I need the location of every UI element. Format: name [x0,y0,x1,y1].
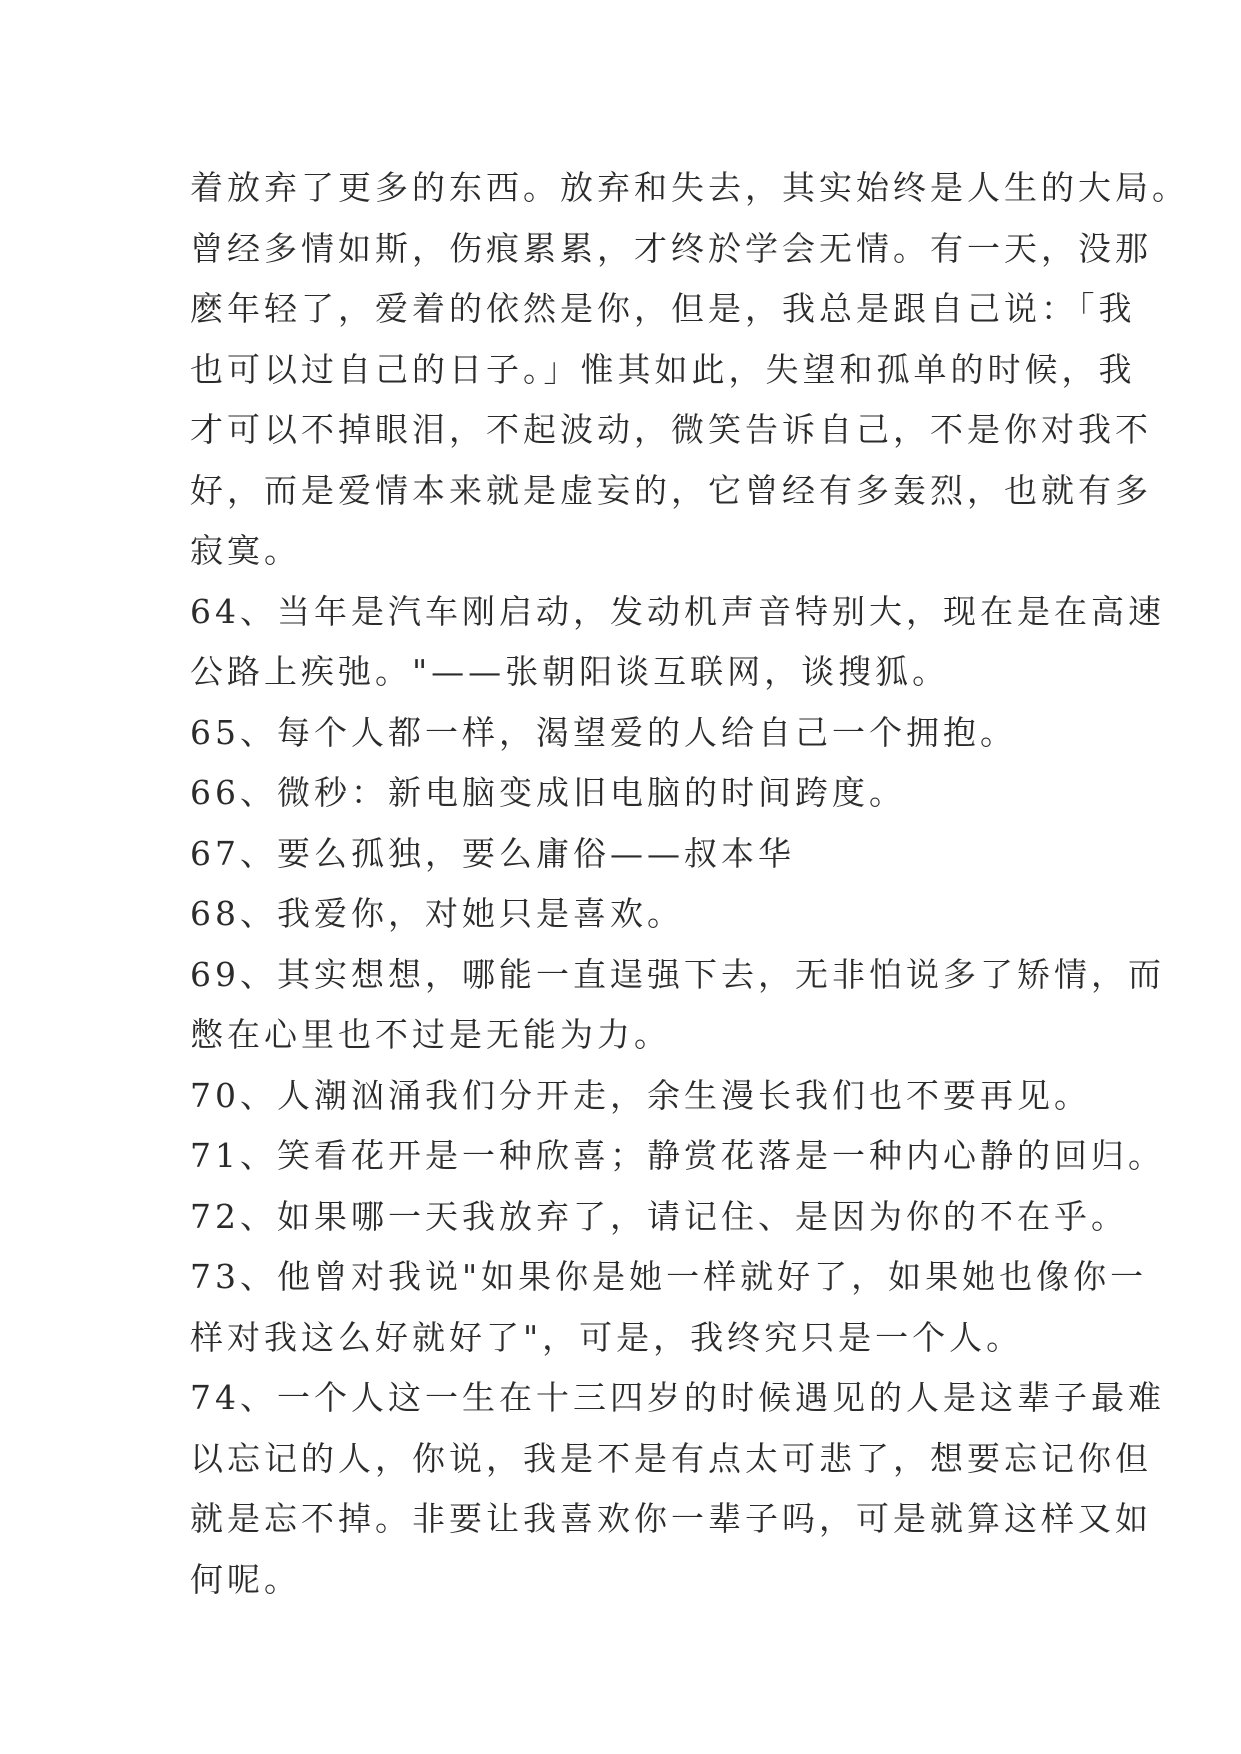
text-line: 曾经多情如斯，伤痕累累，才终於学会无情。有一天，没那 [190,228,1152,268]
text-line: 以忘记的人，你说，我是不是有点太可悲了，想要忘记你但 [190,1438,1152,1478]
text-line: 何呢。 [190,1559,301,1599]
text-line: 才可以不掉眼泪，不起波动，微笑告诉自己，不是你对我不 [190,410,1152,449]
text-line: 着放弃了更多的东西。放弃和失去，其实始终是人生的大局。 [190,168,1189,207]
text-line: 64、当年是汽车刚启动，发动机声音特别大，现在是在高速 [190,591,1165,631]
text-line: 就是忘不掉。非要让我喜欢你一辈子吗，可是就算这样又如 [190,1499,1152,1538]
body-text [190,158,1189,1610]
text-line: 也可以过自己的日子。」惟其如此，失望和孤单的时候，我 [190,349,1136,389]
text-line: 71、笑看花开是一种欣喜；静赏花落是一种内心静的回归。 [190,1136,1165,1175]
text-line: 69、其实想想，哪能一直逞强下去，无非怕说多了矫情，而 [190,954,1165,994]
text-line: 好，而是爱情本来就是虚妄的，它曾经有多轰烈，也就有多 [190,470,1152,510]
text-line: 寂寞。 [190,531,301,570]
text-line: 70、人潮汹涌我们分开走，余生漫长我们也不要再见。 [190,1075,1091,1115]
text-line: 憋在心里也不过是无能为力。 [190,1015,671,1054]
text-line: 74、一个人这一生在十三四岁的时候遇见的人是这辈子最难 [190,1378,1165,1417]
text-line: 67、要么孤独，要么庸俗——叔本华 [190,833,795,873]
text-line: 公路上疾弛。"——张朝阳谈互联网，谈搜狐。 [190,652,950,691]
text-line: 麽年轻了，爱着的依然是你，但是，我总是跟自己说：「我 [190,289,1136,328]
text-line: 样对我这么好就好了"，可是，我终究只是一个人。 [190,1317,1024,1357]
text-line: 65、每个人都一样，渴望爱的人给自己一个拥抱。 [190,712,1017,752]
text-line: 73、他曾对我说"如果你是她一样就好了，如果她也像你一 [190,1257,1148,1296]
text-line: 72、如果哪一天我放弃了，请记住、是因为你的不在乎。 [190,1196,1128,1236]
text-line: 68、我爱你，对她只是喜欢。 [190,894,684,933]
text-line: 66、微秒：新电脑变成旧电脑的时间跨度。 [190,773,906,812]
